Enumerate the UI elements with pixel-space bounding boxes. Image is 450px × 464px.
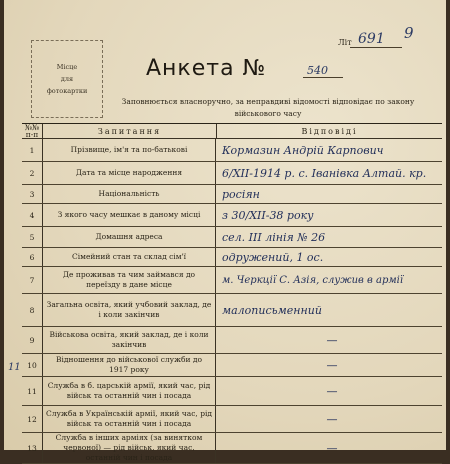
row-question: Служба в Українській армії, який час, рід військ та останній чин і посада xyxy=(43,406,216,432)
lit-label: Літ xyxy=(338,38,352,47)
form-number-underline xyxy=(303,77,343,78)
row-question: Відношення до військової служби до 1917 року xyxy=(43,354,216,376)
row-number: 4 xyxy=(22,204,43,226)
row-answer: — xyxy=(326,358,338,372)
form-subtitle: Заповнюється власноручно, за неправдиві відомості відповідає по закону військового часу xyxy=(121,97,415,118)
row-question: Національність xyxy=(43,185,216,203)
row-question: Військова освіта, який заклад, де і коли закінчив xyxy=(43,327,216,353)
row-question: З якого часу мешкає в даному місці xyxy=(43,204,216,226)
row-number: 1 xyxy=(22,139,43,161)
table-row xyxy=(22,248,442,267)
row-number: 6 xyxy=(22,248,43,266)
row-number: 3 xyxy=(22,185,43,203)
row-answer: м. Черкції С. Азія, служив в армії xyxy=(222,274,404,286)
row-question: Де проживав та чим займався до переїзду в дане місце xyxy=(43,267,216,293)
table-row xyxy=(22,377,442,406)
form-number: 540 xyxy=(307,64,328,77)
table-row xyxy=(22,162,442,185)
photo-box-line-3: фотокартки xyxy=(46,87,88,95)
row-question: Служба в інших арміях (за винятком червоної) — рід військ, який час, останній чин і посада xyxy=(43,433,216,463)
row-number: 9 xyxy=(22,327,43,353)
photo-box-line-2: для xyxy=(60,75,74,83)
row-question: Домашня адреса xyxy=(43,227,216,247)
margin-annotation: 11 xyxy=(8,362,21,373)
table-row xyxy=(22,267,442,294)
table-row xyxy=(22,354,442,377)
lit-number: 691 xyxy=(358,31,385,47)
row-question: Прізвище, ім'я та по-батькові xyxy=(43,139,216,161)
row-number: 2 xyxy=(22,162,43,184)
row-answer: Кормазин Андрій Карпович xyxy=(222,143,384,157)
header-question: Запитання xyxy=(43,124,217,138)
row-number: 7 xyxy=(22,267,43,293)
questionnaire-table xyxy=(22,123,442,464)
row-number: 8 xyxy=(22,294,43,326)
row-answer: — xyxy=(326,333,338,347)
table-row xyxy=(22,204,442,227)
form-title-text: Анкета xyxy=(146,56,235,81)
table-header-row xyxy=(22,124,442,139)
row-number: 11 xyxy=(22,377,43,405)
row-answer: одружений, 1 ос. xyxy=(222,250,324,264)
row-answer: малописьменний xyxy=(222,303,322,317)
row-answer: — xyxy=(326,412,338,426)
photo-placeholder-box xyxy=(31,40,103,118)
header-answer: Відповіді xyxy=(301,126,358,136)
number-sign: № xyxy=(242,56,267,81)
row-question: Служба в б. царській армії, який час, рід військ та останній чин і посада xyxy=(43,377,216,405)
corner-page-number: 9 xyxy=(404,24,414,42)
questionnaire-sheet xyxy=(4,0,446,462)
row-number: 5 xyxy=(22,227,43,247)
row-question: Сімейний стан та склад сім'ї xyxy=(43,248,216,266)
table-row xyxy=(22,227,442,248)
photo-box-line-1: Місце xyxy=(56,63,78,71)
table-row xyxy=(22,406,442,433)
row-answer: — xyxy=(326,384,338,398)
table-row xyxy=(22,327,442,354)
table-row xyxy=(22,185,442,204)
row-answer: сел. ІІІ лінія № 26 xyxy=(222,230,326,244)
table-row xyxy=(22,139,442,162)
table-row xyxy=(22,294,442,327)
row-number: 10 xyxy=(22,354,43,376)
row-answer: росіян xyxy=(222,187,260,201)
row-number: 13 xyxy=(22,433,43,463)
form-title xyxy=(146,56,266,81)
header-num: №№ п-п xyxy=(22,124,43,138)
lit-underline xyxy=(350,47,402,48)
row-answer: 6/XII-1914 р. с. Іванівка Алтай. кр. xyxy=(222,166,427,180)
row-question: Загальна освіта, який учбовий заклад, де і коли закінчив xyxy=(43,294,216,326)
table-row xyxy=(22,433,442,464)
row-answer: з 30/XII-38 року xyxy=(222,208,314,222)
row-question: Дата та місце народження xyxy=(43,162,216,184)
row-number: 12 xyxy=(22,406,43,432)
row-answer: — xyxy=(326,441,338,455)
